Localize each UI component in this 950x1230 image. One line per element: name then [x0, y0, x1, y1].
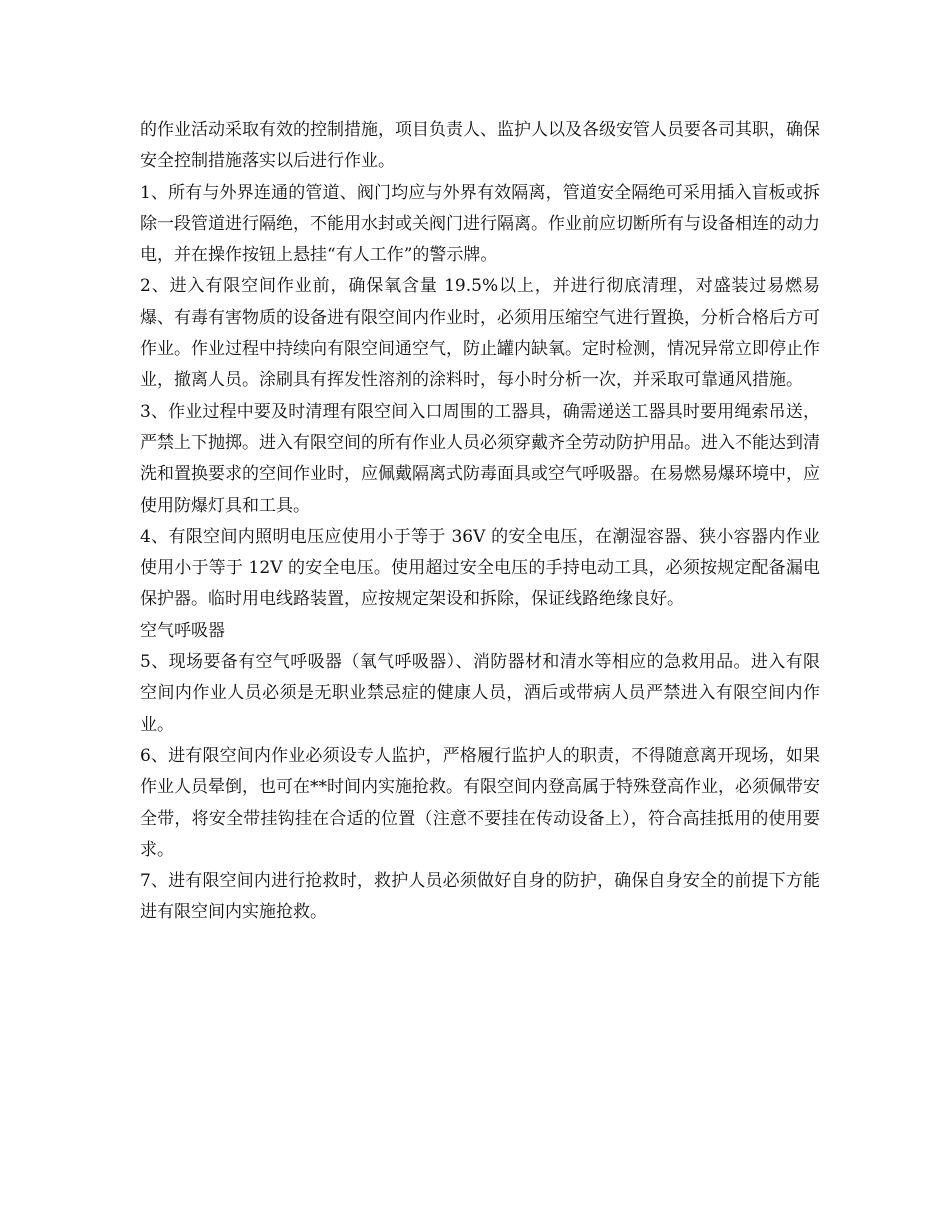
document-body	[140, 115, 820, 929]
paragraph-item-6: 6、进有限空间内作业必须设专人监护，严格履行监护人的职责，不得随意离开现场，如果作业人员晕倒，也可在**时间内实施抢救。有限空间内登高属于特殊登高作业，必须佩带安全带，将安全带挂钩挂在合适的位置（注意不要挂在传动设备上），符合高挂抵用的使用要求。	[140, 745, 820, 860]
paragraph-continuation: 的作业活动采取有效的控制措施，项目负责人、监护人以及各级安管人员要各司其职，确保安全控制措施落实以后进行作业。	[140, 120, 820, 172]
paragraph-item-7: 7、进有限空间内进行抢救时，救护人员必须做好自身的防护，确保自身安全的前提下方能进有限空间内实施抢救。	[140, 871, 820, 923]
paragraph-item-5: 5、现场要备有空气呼吸器（氧气呼吸器）、消防器材和清水等相应的急救用品。进入有限空间内作业人员必须是无职业禁忌症的健康人员，酒后或带病人员严禁进入有限空间内作业。	[140, 652, 820, 735]
paragraph-item-4: 4、有限空间内照明电压应使用小于等于 36V 的安全电压，在潮湿容器、狭小容器内作业使用小于等于 12V 的安全电压。使用超过安全电压的手持电动工具，必须按规定配备漏电保护器。临时用电线路装置，应按规定架设和拆除，保证线路绝缘良好。	[140, 526, 820, 610]
paragraph-heading-air-respirator: 空气呼吸器	[140, 620, 225, 641]
paragraph-item-3: 3、作业过程中要及时清理有限空间入口周围的工器具，确需递送工器具时要用绳索吊送，严禁上下抛掷。进入有限空间的所有作业人员必须穿戴齐全劳动防护用品。进入不能达到清洗和置换要求的空间作业时，应佩戴隔离式防毒面具或空气呼吸器。在易燃易爆环境中，应使用防爆灯具和工具。	[140, 401, 820, 516]
paragraph-item-1: 1、所有与外界连通的管道、阀门均应与外界有效隔离，管道安全隔绝可采用插入盲板或拆除一段管道进行隔绝，不能用水封或关阀门进行隔离。作业前应切断所有与设备相连的动力电，并在操作按钮上悬挂“有人工作”的警示牌。	[140, 182, 820, 266]
paragraph-item-2: 2、进入有限空间作业前，确保氧含量 19.5%以上，并进行彻底清理，对盛装过易燃易爆、有毒有害物质的设备进有限空间内作业时，必须用压缩空气进行置换，分析合格后方可作业。作业过程中持续向有限空间通空气，防止罐内缺氧。定时检测，情况异常立即停止作业，撤离人员。涂刷具有挥发性溶剂的涂料时，每小时分析一次，并采取可靠通风措施。	[140, 276, 820, 391]
